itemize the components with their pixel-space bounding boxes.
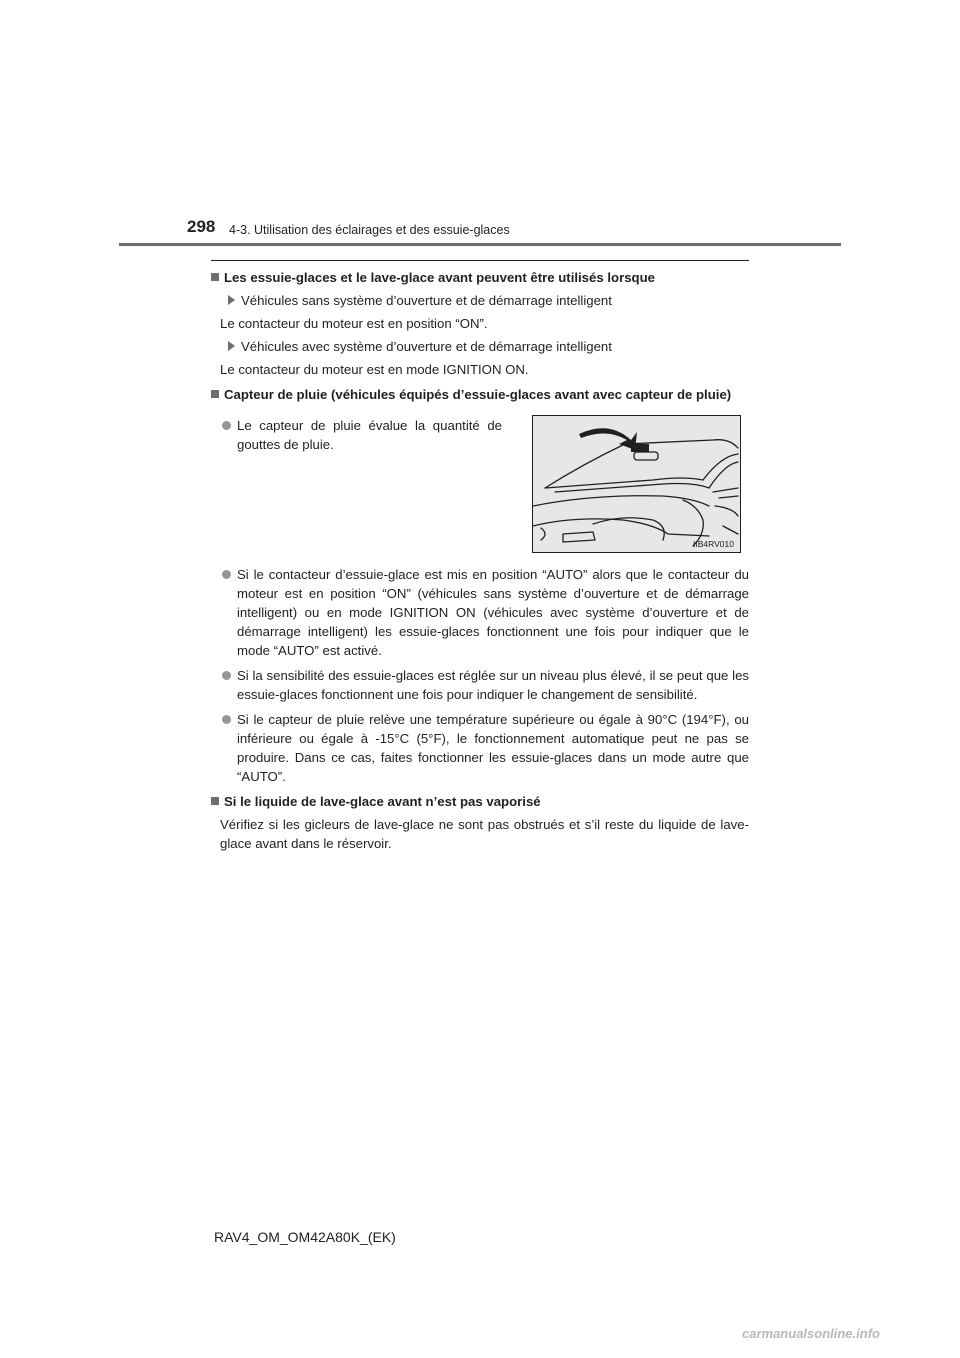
bullet-text: Si le capteur de pluie relève une température supérieure ou égale à 90°C (194°F), ou inférieure ou égale à -15°C (5°F), le fonctionnement automatique peut ne pas se produire. Dans ce cas, faites fonctionner les essuie-glaces dans un mode autre que “AUTO”. <box>237 712 749 784</box>
round-bullet-icon <box>222 570 231 579</box>
round-bullet-icon <box>222 421 231 430</box>
page-content <box>211 268 749 853</box>
subheading-with-smart-key <box>228 337 749 356</box>
heading-wiper-usage <box>211 268 749 287</box>
square-bullet-icon <box>211 390 219 398</box>
heading-text: Capteur de pluie (véhicules équipés d’essuie-glaces avant avec capteur de pluie) <box>224 387 732 402</box>
bullet-text: Le capteur de pluie évalue la quantité de gouttes de pluie. <box>237 418 502 452</box>
bullet-sensitivity <box>222 666 749 704</box>
subheading-text: Véhicules avec système d’ouverture et de démarrage intelligent <box>241 339 612 354</box>
heading-rain-sensor <box>211 385 749 404</box>
paragraph-engine-on: Le contacteur du moteur est en position “ON”. <box>220 316 488 331</box>
bullet-auto-mode <box>222 565 749 660</box>
square-bullet-icon <box>211 797 219 805</box>
subheading-without-smart-key <box>228 291 749 310</box>
section-divider <box>211 260 749 261</box>
triangle-bullet-icon <box>228 295 235 305</box>
section-title: 4-3. Utilisation des éclairages et des essuie-glaces <box>229 223 510 237</box>
watermark: carmanualsonline.info <box>742 1326 880 1341</box>
round-bullet-icon <box>222 715 231 724</box>
figure-code: IIB4RV010 <box>693 539 734 549</box>
windshield-car-drawing <box>533 416 740 552</box>
page-number: 298 <box>187 217 216 236</box>
header-rule <box>119 243 841 246</box>
paragraph-ignition-on: Le contacteur du moteur est en mode IGNITION ON. <box>220 362 529 377</box>
bullet-text: Si le contacteur d’essuie-glace est mis en position “AUTO” alors que le contacteur du moteur est en position “ON” (véhicules sans système d’ouverture et de démarrage intelligent) ou en mode IGNITION ON (véhicules avec système d’ouverture et de démarrage intelligent) les essuie-glaces fonctionnent une fois pour indiquer que le mode “AUTO” est activé. <box>237 567 749 658</box>
bullet-temperature <box>222 710 749 786</box>
paragraph-washer-check: Vérifiez si les gicleurs de lave-glace ne sont pas obstrués et s’il reste du liquide de lave-glace avant dans le réservoir. <box>220 817 749 851</box>
triangle-bullet-icon <box>228 341 235 351</box>
heading-text: Si le liquide de lave-glace avant n’est pas vaporisé <box>224 794 541 809</box>
document-code: RAV4_OM_OM42A80K_(EK) <box>214 1229 396 1245</box>
subheading-text: Véhicules sans système d’ouverture et de démarrage intelligent <box>241 293 612 308</box>
bullet-rain-sensor <box>222 416 502 553</box>
rain-sensor-figure-row <box>211 410 749 553</box>
bullet-text: Si la sensibilité des essuie-glaces est réglée sur un niveau plus élevé, il se peut que les essuie-glaces fonctionnent une fois pour indiquer le changement de sensibilité. <box>237 668 749 702</box>
heading-washer-fluid <box>211 792 749 811</box>
round-bullet-icon <box>222 671 231 680</box>
square-bullet-icon <box>211 273 219 281</box>
heading-text: Les essuie-glaces et le lave-glace avant peuvent être utilisés lorsque <box>224 270 655 285</box>
rain-sensor-illustration <box>532 415 741 553</box>
